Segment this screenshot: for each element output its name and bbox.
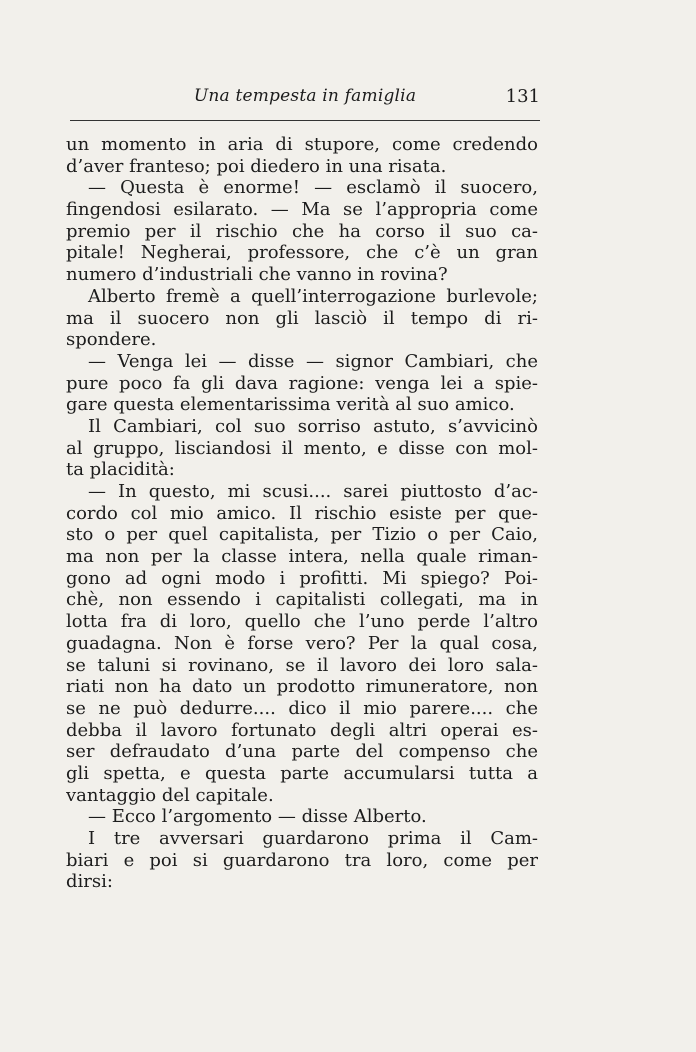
text-line: numero d’industriali che vanno in rovina? [66, 264, 448, 286]
text-line: I tre avversari guardarono prima il Cam- [88, 828, 538, 849]
text-line: d’aver franteso; poi diedero in una risata. [66, 155, 447, 177]
text-line: ta placidità: [66, 459, 175, 481]
text-line: — Ecco l’argomento — disse Alberto. [88, 806, 427, 828]
text-line: dirsi: [66, 871, 113, 893]
text-line: pitale! Negherai, professore, che c’è un gran [66, 242, 538, 264]
text-line: gare questa elementarissima verità al suo amico. [66, 394, 515, 416]
text-line: — In questo, mi scusi.... sarei piuttosto d’ac- [88, 481, 538, 502]
text-line: Il Cambiari, col suo sorriso astuto, s’avvicinò [88, 415, 538, 437]
text-line: debba il lavoro fortunato degli altri operai es- [66, 719, 538, 741]
body-text [66, 134, 538, 893]
text-line: pure poco fa gli dava ragione: venga lei a spie- [66, 372, 538, 394]
text-line: spondere. [66, 329, 157, 351]
text-line: guadagna. Non è forse vero? Per la qual cosa, [66, 632, 538, 654]
text-line: Alberto fremè a quell’interrogazione burlevole; [88, 285, 538, 307]
text-line: un momento in aria di stupore, come credendo [66, 134, 538, 155]
text-line: se ne può dedurre.... dico il mio parere.... che [66, 697, 538, 719]
text-line: gli spetta, e questa parte accumularsi tutta a [66, 762, 538, 784]
text-line: ser defraudato d’una parte del compenso che [66, 741, 538, 763]
page-number: 131 [505, 86, 540, 107]
text-line: ma non per la classe intera, nella quale riman- [66, 546, 538, 568]
text-line: ma il suocero non gli lasciò il tempo di ri- [66, 307, 538, 329]
text-line: cordo col mio amico. Il rischio esiste per que- [66, 502, 538, 524]
text-line: chè, non essendo i capitalisti collegati, ma in [66, 589, 538, 611]
text-line: sto o per quel capitalista, per Tizio o per Caio, [66, 524, 538, 546]
text-line: fingendosi esilarato. — Ma se l’appropria come [66, 199, 538, 221]
text-line: — Venga lei — disse — signor Cambiari, che [88, 350, 538, 372]
text-line: riati non ha dato un prodotto rimuneratore, non [66, 676, 538, 698]
text-line: al gruppo, lisciandosi il mento, e disse con mol- [66, 437, 538, 459]
header-rule [70, 120, 540, 121]
text-line: biari e poi si guardarono tra loro, come per [66, 849, 538, 871]
text-line: premio per il rischio che ha corso il suo ca- [66, 220, 538, 242]
text-line: vantaggio del capitale. [66, 784, 274, 806]
running-title: Una tempesta in famiglia [193, 86, 417, 106]
text-line: — Questa è enorme! — esclamò il suocero, [88, 177, 538, 199]
running-head [70, 84, 540, 112]
text-line: lotta fra di loro, quello che l’uno perde l’altro [66, 611, 538, 633]
text-line: gono ad ogni modo i profitti. Mi spiego? Poi- [66, 567, 538, 589]
text-line: se taluni si rovinano, se il lavoro dei loro sala- [66, 654, 538, 676]
